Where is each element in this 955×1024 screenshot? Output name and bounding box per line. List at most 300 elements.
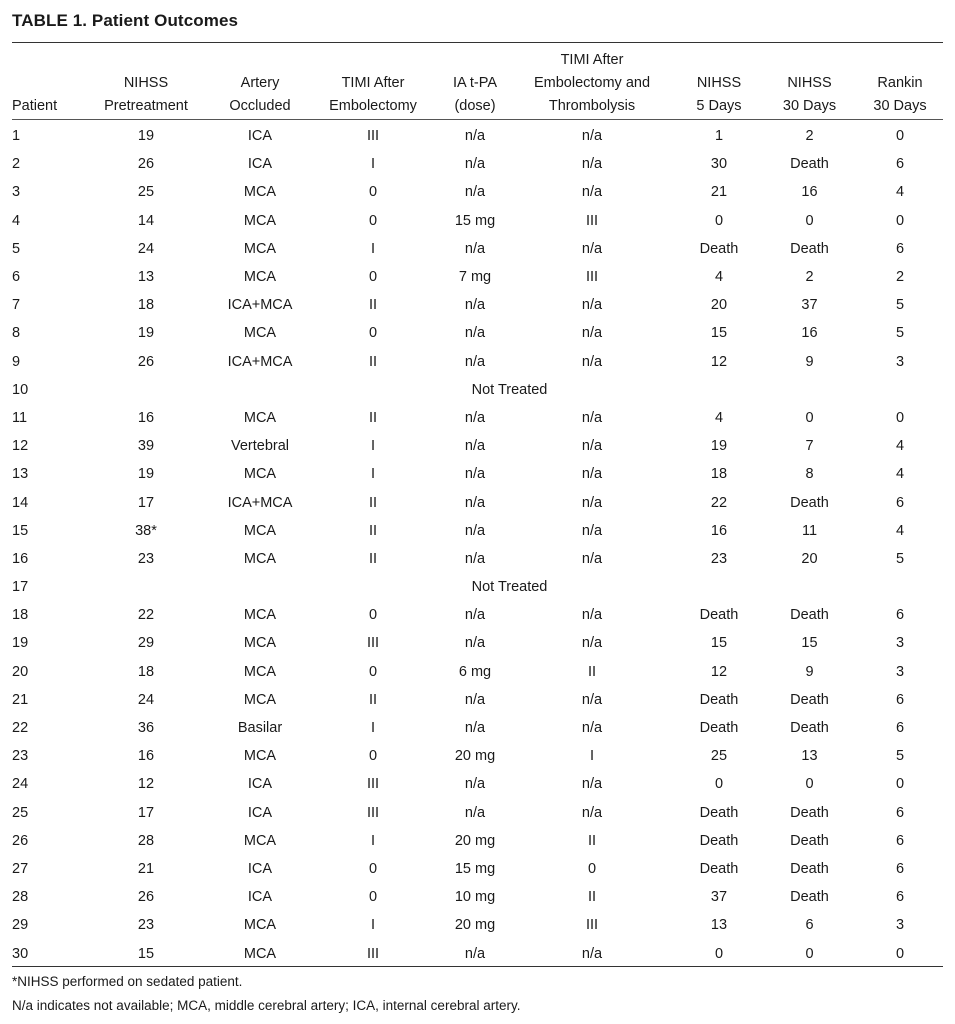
cell-artery-occluded: MCA — [243, 269, 277, 286]
cell-nihss-pretreatment: 25 — [137, 184, 155, 201]
cell-nihss-5-days: 30 — [710, 156, 728, 173]
cell-nihss-pretreatment: 38* — [135, 522, 157, 539]
cell-nihss-30-days: Death — [790, 691, 829, 708]
column-header-rankin-30-days — [857, 48, 943, 119]
cell-rankin-30-days: 4 — [895, 522, 905, 539]
cell-nihss-pretreatment: 17 — [137, 494, 155, 511]
table-row — [12, 348, 943, 376]
cell-nihss-5-days: 0 — [714, 212, 724, 229]
cell-ia-tpa-dose: n/a — [464, 466, 486, 483]
cell-patient: 15 — [12, 522, 29, 539]
header-row — [12, 48, 943, 119]
table-row — [12, 601, 943, 629]
cell-nihss-pretreatment: 19 — [137, 128, 155, 145]
cell-patient: 18 — [12, 607, 29, 624]
cell-patient: 8 — [12, 325, 21, 342]
cell-ia-tpa-dose: 15 mg — [454, 212, 496, 229]
column-header-line: TIMI After — [341, 75, 405, 91]
table-row — [12, 686, 943, 714]
cell-ia-tpa-dose: n/a — [464, 691, 486, 708]
cell-patient: 13 — [12, 466, 29, 483]
cell-nihss-30-days: 2 — [805, 128, 814, 145]
column-header-timi-after-embolectomy-thrombolysis — [508, 48, 676, 119]
table-row — [12, 488, 943, 516]
cell-ia-tpa-dose: n/a — [464, 156, 486, 173]
cell-nihss-5-days: Death — [699, 607, 739, 624]
cell-nihss-pretreatment: 23 — [137, 550, 155, 567]
column-header-line: Patient — [12, 98, 58, 114]
table-row — [12, 150, 943, 178]
cell-nihss-30-days: 16 — [801, 184, 818, 201]
cell-rankin-30-days: 6 — [895, 691, 905, 708]
cell-timi-after-embolectomy: II — [368, 297, 378, 314]
cell-nihss-5-days: Death — [699, 691, 739, 708]
cell-patient: 6 — [12, 269, 21, 286]
cell-nihss-pretreatment: 16 — [137, 748, 155, 765]
table-row — [12, 178, 943, 206]
cell-artery-occluded: MCA — [243, 240, 277, 257]
cell-patient: 23 — [12, 748, 29, 765]
cell-timi-after-embolectomy: III — [366, 776, 380, 793]
column-header-line: NIHSS — [696, 75, 742, 91]
cell-timi-after-embolectomy-thrombolysis: n/a — [581, 353, 603, 370]
table-row — [12, 404, 943, 432]
cell-ia-tpa-dose: n/a — [464, 635, 486, 652]
cell-timi-after-embolectomy-thrombolysis: III — [585, 212, 599, 229]
cell-timi-after-embolectomy: I — [370, 156, 376, 173]
cell-nihss-pretreatment: 22 — [137, 607, 155, 624]
cell-timi-after-embolectomy: I — [370, 438, 376, 455]
cell-nihss-5-days: Death — [699, 804, 739, 821]
cell-nihss-pretreatment: 17 — [137, 804, 155, 821]
table-row — [12, 545, 943, 573]
cell-timi-after-embolectomy-thrombolysis: n/a — [581, 156, 603, 173]
cell-rankin-30-days: 6 — [895, 889, 905, 906]
column-header-line: Embolectomy and — [533, 75, 651, 91]
cell-rankin-30-days: 3 — [895, 663, 905, 680]
cell-timi-after-embolectomy-thrombolysis: III — [585, 269, 599, 286]
cell-timi-after-embolectomy-thrombolysis: n/a — [581, 325, 603, 342]
table-body — [12, 119, 943, 968]
table-row — [12, 291, 943, 319]
cell-rankin-30-days: 0 — [895, 776, 905, 793]
table-row — [12, 460, 943, 488]
cell-artery-occluded: ICA — [247, 889, 273, 906]
cell-nihss-5-days: 15 — [710, 635, 728, 652]
cell-ia-tpa-dose: n/a — [464, 353, 486, 370]
cell-timi-after-embolectomy: 0 — [368, 663, 378, 680]
cell-timi-after-embolectomy: 0 — [368, 269, 378, 286]
cell-timi-after-embolectomy: II — [368, 494, 378, 511]
cell-nihss-5-days: Death — [699, 860, 739, 877]
cell-rankin-30-days: 3 — [895, 353, 905, 370]
cell-nihss-5-days: 37 — [710, 889, 728, 906]
cell-rankin-30-days: 6 — [895, 494, 905, 511]
cell-timi-after-embolectomy: III — [366, 804, 380, 821]
cell-nihss-5-days: 21 — [710, 184, 728, 201]
cell-patient: 20 — [12, 663, 29, 680]
cell-ia-tpa-dose: n/a — [464, 550, 486, 567]
cell-rankin-30-days: 5 — [895, 325, 905, 342]
cell-timi-after-embolectomy: II — [368, 550, 378, 567]
cell-artery-occluded: MCA — [243, 550, 277, 567]
table-row — [12, 235, 943, 263]
cell-artery-occluded: MCA — [243, 945, 277, 962]
column-header-line: Pretreatment — [104, 98, 188, 114]
cell-artery-occluded: MCA — [243, 466, 277, 483]
cell-rankin-30-days: 4 — [895, 438, 905, 455]
cell-timi-after-embolectomy: III — [366, 945, 380, 962]
table-row — [12, 629, 943, 657]
cell-nihss-pretreatment: 21 — [137, 860, 155, 877]
cell-patient: 19 — [12, 635, 29, 652]
cell-artery-occluded: MCA — [243, 917, 277, 934]
cell-nihss-5-days: Death — [699, 720, 739, 737]
table-row — [12, 432, 943, 460]
cell-nihss-30-days: Death — [790, 156, 829, 173]
cell-timi-after-embolectomy: III — [366, 128, 380, 145]
cell-nihss-30-days: 0 — [805, 212, 814, 229]
cell-nihss-30-days: 16 — [801, 325, 818, 342]
cell-nihss-5-days: 4 — [714, 409, 724, 426]
column-header-line: IA t-PA — [452, 75, 498, 91]
cell-patient: 2 — [12, 156, 21, 173]
cell-artery-occluded: ICA+MCA — [227, 494, 293, 511]
cell-patient: 12 — [12, 438, 29, 455]
footnote-abbreviations: N/a indicates not available; MCA, middle cerebral artery; ICA, internal cerebral artery. — [12, 998, 521, 1013]
cell-nihss-30-days: 0 — [805, 409, 814, 426]
cell-nihss-pretreatment: 15 — [137, 945, 155, 962]
table-row — [12, 573, 943, 601]
cell-timi-after-embolectomy: 0 — [368, 748, 378, 765]
cell-nihss-5-days: 18 — [710, 466, 728, 483]
cell-rankin-30-days: 5 — [895, 550, 905, 567]
cell-ia-tpa-dose: n/a — [464, 945, 486, 962]
cell-timi-after-embolectomy-thrombolysis: III — [585, 917, 599, 934]
cell-timi-after-embolectomy-thrombolysis: n/a — [581, 720, 603, 737]
cell-nihss-30-days: 9 — [805, 663, 814, 680]
cell-timi-after-embolectomy-thrombolysis: n/a — [581, 776, 603, 793]
cell-artery-occluded: ICA — [247, 156, 273, 173]
cell-nihss-pretreatment: 24 — [137, 691, 155, 708]
cell-ia-tpa-dose: n/a — [464, 804, 486, 821]
cell-timi-after-embolectomy-thrombolysis: n/a — [581, 240, 603, 257]
cell-timi-after-embolectomy-thrombolysis: n/a — [581, 128, 603, 145]
cell-patient: 27 — [12, 860, 29, 877]
table-row — [12, 827, 943, 855]
cell-nihss-5-days: 13 — [710, 917, 728, 934]
column-header-line: Embolectomy — [329, 98, 417, 114]
cell-artery-occluded: ICA+MCA — [227, 353, 293, 370]
cell-rankin-30-days: 6 — [895, 804, 905, 821]
cell-timi-after-embolectomy-thrombolysis: II — [587, 889, 597, 906]
cell-nihss-pretreatment: 16 — [137, 409, 155, 426]
cell-nihss-5-days: 20 — [710, 297, 728, 314]
cell-artery-occluded: MCA — [243, 184, 277, 201]
table-row — [12, 207, 943, 235]
cell-nihss-30-days: 11 — [801, 522, 818, 539]
table-row — [12, 263, 943, 291]
cell-timi-after-embolectomy: 0 — [368, 607, 378, 624]
cell-patient: 30 — [12, 945, 29, 962]
cell-artery-occluded: MCA — [243, 522, 277, 539]
column-header-nihss-pretreatment — [76, 48, 216, 119]
cell-not-treated: Not Treated — [471, 579, 548, 596]
column-header-line: TIMI After — [560, 52, 624, 68]
cell-rankin-30-days: 6 — [895, 156, 905, 173]
cell-ia-tpa-dose: n/a — [464, 522, 486, 539]
cell-patient: 1 — [12, 128, 21, 145]
column-header-patient — [12, 48, 76, 119]
cell-artery-occluded: Vertebral — [230, 438, 290, 455]
cell-artery-occluded: MCA — [243, 212, 277, 229]
cell-ia-tpa-dose: n/a — [464, 607, 486, 624]
cell-patient: 4 — [12, 212, 21, 229]
cell-ia-tpa-dose: n/a — [464, 184, 486, 201]
cell-nihss-pretreatment: 18 — [137, 297, 155, 314]
cell-timi-after-embolectomy-thrombolysis: n/a — [581, 550, 603, 567]
column-header-line: Rankin — [877, 75, 923, 91]
cell-ia-tpa-dose: 20 mg — [454, 917, 496, 934]
column-header-ia-tpa-dose — [442, 48, 508, 119]
table-row — [12, 770, 943, 798]
cell-timi-after-embolectomy: II — [368, 522, 378, 539]
cell-patient: 10 — [12, 381, 29, 398]
cell-nihss-30-days: 37 — [801, 297, 818, 314]
cell-timi-after-embolectomy-thrombolysis: n/a — [581, 945, 603, 962]
table-row — [12, 119, 943, 150]
column-header-line: Artery — [240, 75, 280, 91]
cell-artery-occluded: MCA — [243, 832, 277, 849]
table-row — [12, 799, 943, 827]
cell-nihss-30-days: 7 — [805, 438, 814, 455]
cell-nihss-5-days: 19 — [710, 438, 728, 455]
cell-timi-after-embolectomy-thrombolysis: I — [589, 748, 595, 765]
cell-nihss-pretreatment: 29 — [137, 635, 155, 652]
cell-artery-occluded: ICA — [247, 804, 273, 821]
cell-nihss-5-days: Death — [699, 832, 739, 849]
cell-nihss-30-days: Death — [790, 804, 829, 821]
cell-nihss-30-days: 9 — [805, 353, 814, 370]
table-row — [12, 855, 943, 883]
cell-timi-after-embolectomy: 0 — [368, 860, 378, 877]
cell-rankin-30-days: 6 — [895, 240, 905, 257]
column-header-line: 30 Days — [782, 98, 837, 114]
cell-nihss-30-days: 0 — [805, 945, 814, 962]
column-header-line: NIHSS — [123, 75, 169, 91]
cell-timi-after-embolectomy: 0 — [368, 212, 378, 229]
cell-ia-tpa-dose: n/a — [464, 240, 486, 257]
cell-nihss-pretreatment: 23 — [137, 917, 155, 934]
cell-nihss-5-days: 25 — [710, 748, 728, 765]
cell-rankin-30-days: 3 — [895, 635, 905, 652]
cell-ia-tpa-dose: n/a — [464, 128, 486, 145]
cell-timi-after-embolectomy: 0 — [368, 889, 378, 906]
cell-patient: 17 — [12, 579, 29, 596]
cell-nihss-pretreatment: 19 — [137, 466, 155, 483]
cell-nihss-5-days: 1 — [714, 128, 724, 145]
cell-rankin-30-days: 6 — [895, 832, 905, 849]
cell-nihss-pretreatment: 12 — [137, 776, 155, 793]
cell-nihss-30-days: 8 — [805, 466, 814, 483]
cell-rankin-30-days: 5 — [895, 297, 905, 314]
cell-nihss-30-days: Death — [790, 832, 829, 849]
cell-rankin-30-days: 4 — [895, 466, 905, 483]
table-row — [12, 714, 943, 742]
cell-patient: 21 — [12, 691, 29, 708]
cell-nihss-pretreatment: 26 — [137, 353, 155, 370]
cell-patient: 25 — [12, 804, 29, 821]
cell-artery-occluded: ICA+MCA — [227, 297, 293, 314]
cell-timi-after-embolectomy-thrombolysis: n/a — [581, 466, 603, 483]
cell-nihss-pretreatment: 13 — [137, 269, 155, 286]
cell-artery-occluded: MCA — [243, 409, 277, 426]
column-header-line: Thrombolysis — [548, 98, 636, 114]
table-row — [12, 883, 943, 911]
cell-rankin-30-days: 4 — [895, 184, 905, 201]
cell-ia-tpa-dose: n/a — [464, 325, 486, 342]
cell-timi-after-embolectomy-thrombolysis: n/a — [581, 494, 603, 511]
cell-timi-after-embolectomy: II — [368, 409, 378, 426]
column-header-nihss-5-days — [676, 48, 762, 119]
cell-nihss-5-days: 12 — [710, 353, 728, 370]
cell-timi-after-embolectomy: I — [370, 917, 376, 934]
cell-artery-occluded: ICA — [247, 776, 273, 793]
cell-rankin-30-days: 0 — [895, 409, 905, 426]
cell-timi-after-embolectomy-thrombolysis: n/a — [581, 297, 603, 314]
cell-timi-after-embolectomy-thrombolysis: n/a — [581, 184, 603, 201]
column-header-nihss-30-days — [762, 48, 857, 119]
cell-patient: 14 — [12, 494, 29, 511]
cell-nihss-5-days: 16 — [710, 522, 728, 539]
table-row — [12, 742, 943, 770]
cell-artery-occluded: MCA — [243, 607, 277, 624]
cell-not-treated: Not Treated — [471, 381, 548, 398]
cell-patient: 16 — [12, 550, 29, 567]
table-row — [12, 658, 943, 686]
cell-timi-after-embolectomy: 0 — [368, 325, 378, 342]
cell-patient: 7 — [12, 297, 21, 314]
cell-nihss-pretreatment: 18 — [137, 663, 155, 680]
cell-nihss-pretreatment: 28 — [137, 832, 155, 849]
cell-timi-after-embolectomy-thrombolysis: II — [587, 832, 597, 849]
cell-timi-after-embolectomy: 0 — [368, 184, 378, 201]
cell-artery-occluded: Basilar — [237, 720, 283, 737]
cell-nihss-5-days: 22 — [710, 494, 728, 511]
cell-nihss-30-days: Death — [790, 889, 829, 906]
footnote-sedated: *NIHSS performed on sedated patient. — [12, 974, 243, 989]
cell-ia-tpa-dose: 6 mg — [458, 663, 492, 680]
cell-nihss-5-days: 12 — [710, 663, 728, 680]
cell-nihss-30-days: Death — [790, 720, 829, 737]
cell-rankin-30-days: 0 — [895, 128, 905, 145]
cell-timi-after-embolectomy: I — [370, 832, 376, 849]
cell-timi-after-embolectomy-thrombolysis: n/a — [581, 607, 603, 624]
table-row — [12, 939, 943, 967]
cell-timi-after-embolectomy-thrombolysis: II — [587, 663, 597, 680]
cell-timi-after-embolectomy-thrombolysis: n/a — [581, 522, 603, 539]
cell-artery-occluded: MCA — [243, 635, 277, 652]
cell-ia-tpa-dose: n/a — [464, 438, 486, 455]
top-rule — [12, 42, 943, 43]
cell-artery-occluded: MCA — [243, 663, 277, 680]
cell-ia-tpa-dose: n/a — [464, 297, 486, 314]
cell-nihss-30-days: 6 — [805, 917, 814, 934]
cell-timi-after-embolectomy-thrombolysis: n/a — [581, 691, 603, 708]
table-title: TABLE 1. Patient Outcomes — [12, 11, 239, 30]
column-header-timi-after-embolectomy — [304, 48, 442, 119]
table-row — [12, 517, 943, 545]
cell-timi-after-embolectomy: I — [370, 240, 376, 257]
cell-ia-tpa-dose: 10 mg — [454, 889, 496, 906]
cell-patient: 9 — [12, 353, 21, 370]
cell-timi-after-embolectomy: I — [370, 466, 376, 483]
cell-timi-after-embolectomy: II — [368, 691, 378, 708]
cell-nihss-5-days: Death — [699, 240, 739, 257]
cell-timi-after-embolectomy-thrombolysis: n/a — [581, 409, 603, 426]
cell-ia-tpa-dose: n/a — [464, 776, 486, 793]
cell-rankin-30-days: 2 — [895, 269, 905, 286]
cell-nihss-pretreatment: 36 — [137, 720, 155, 737]
cell-nihss-30-days: 2 — [805, 269, 814, 286]
cell-nihss-30-days: 0 — [805, 776, 814, 793]
cell-rankin-30-days: 5 — [895, 748, 905, 765]
column-header-line: 30 Days — [873, 98, 927, 114]
cell-rankin-30-days: 3 — [895, 917, 905, 934]
cell-artery-occluded: MCA — [243, 691, 277, 708]
cell-nihss-pretreatment: 24 — [137, 240, 155, 257]
cell-artery-occluded: ICA — [247, 860, 273, 877]
cell-rankin-30-days: 6 — [895, 720, 905, 737]
cell-nihss-30-days: Death — [790, 240, 829, 257]
cell-patient: 3 — [12, 184, 21, 201]
cell-nihss-pretreatment: 26 — [137, 889, 155, 906]
table-row — [12, 319, 943, 347]
cell-nihss-30-days: 15 — [801, 635, 818, 652]
cell-patient: 24 — [12, 776, 29, 793]
cell-ia-tpa-dose: 15 mg — [454, 860, 496, 877]
column-header-line: NIHSS — [787, 75, 832, 91]
cell-rankin-30-days: 0 — [895, 212, 905, 229]
cell-nihss-5-days: 4 — [714, 269, 724, 286]
column-header-line: 5 Days — [696, 98, 742, 114]
cell-rankin-30-days: 6 — [895, 607, 905, 624]
cell-nihss-pretreatment: 19 — [137, 325, 155, 342]
cell-patient: 22 — [12, 720, 29, 737]
cell-patient: 5 — [12, 240, 21, 257]
cell-artery-occluded: ICA — [247, 128, 273, 145]
cell-ia-tpa-dose: n/a — [464, 409, 486, 426]
cell-timi-after-embolectomy-thrombolysis: n/a — [581, 635, 603, 652]
cell-nihss-30-days: 13 — [801, 748, 818, 765]
cell-rankin-30-days: 0 — [895, 945, 905, 962]
cell-nihss-30-days: Death — [790, 494, 829, 511]
column-header-line: Occluded — [229, 98, 291, 114]
cell-artery-occluded: MCA — [243, 748, 277, 765]
cell-patient: 26 — [12, 832, 29, 849]
cell-timi-after-embolectomy-thrombolysis: n/a — [581, 804, 603, 821]
cell-patient: 29 — [12, 917, 29, 934]
cell-nihss-5-days: 0 — [714, 776, 724, 793]
cell-ia-tpa-dose: 20 mg — [454, 748, 496, 765]
cell-artery-occluded: MCA — [243, 325, 277, 342]
cell-timi-after-embolectomy: I — [370, 720, 376, 737]
cell-ia-tpa-dose: n/a — [464, 720, 486, 737]
cell-nihss-5-days: 15 — [710, 325, 728, 342]
cell-nihss-30-days: Death — [790, 860, 829, 877]
cell-nihss-30-days: 20 — [801, 550, 818, 567]
cell-nihss-5-days: 0 — [714, 945, 724, 962]
